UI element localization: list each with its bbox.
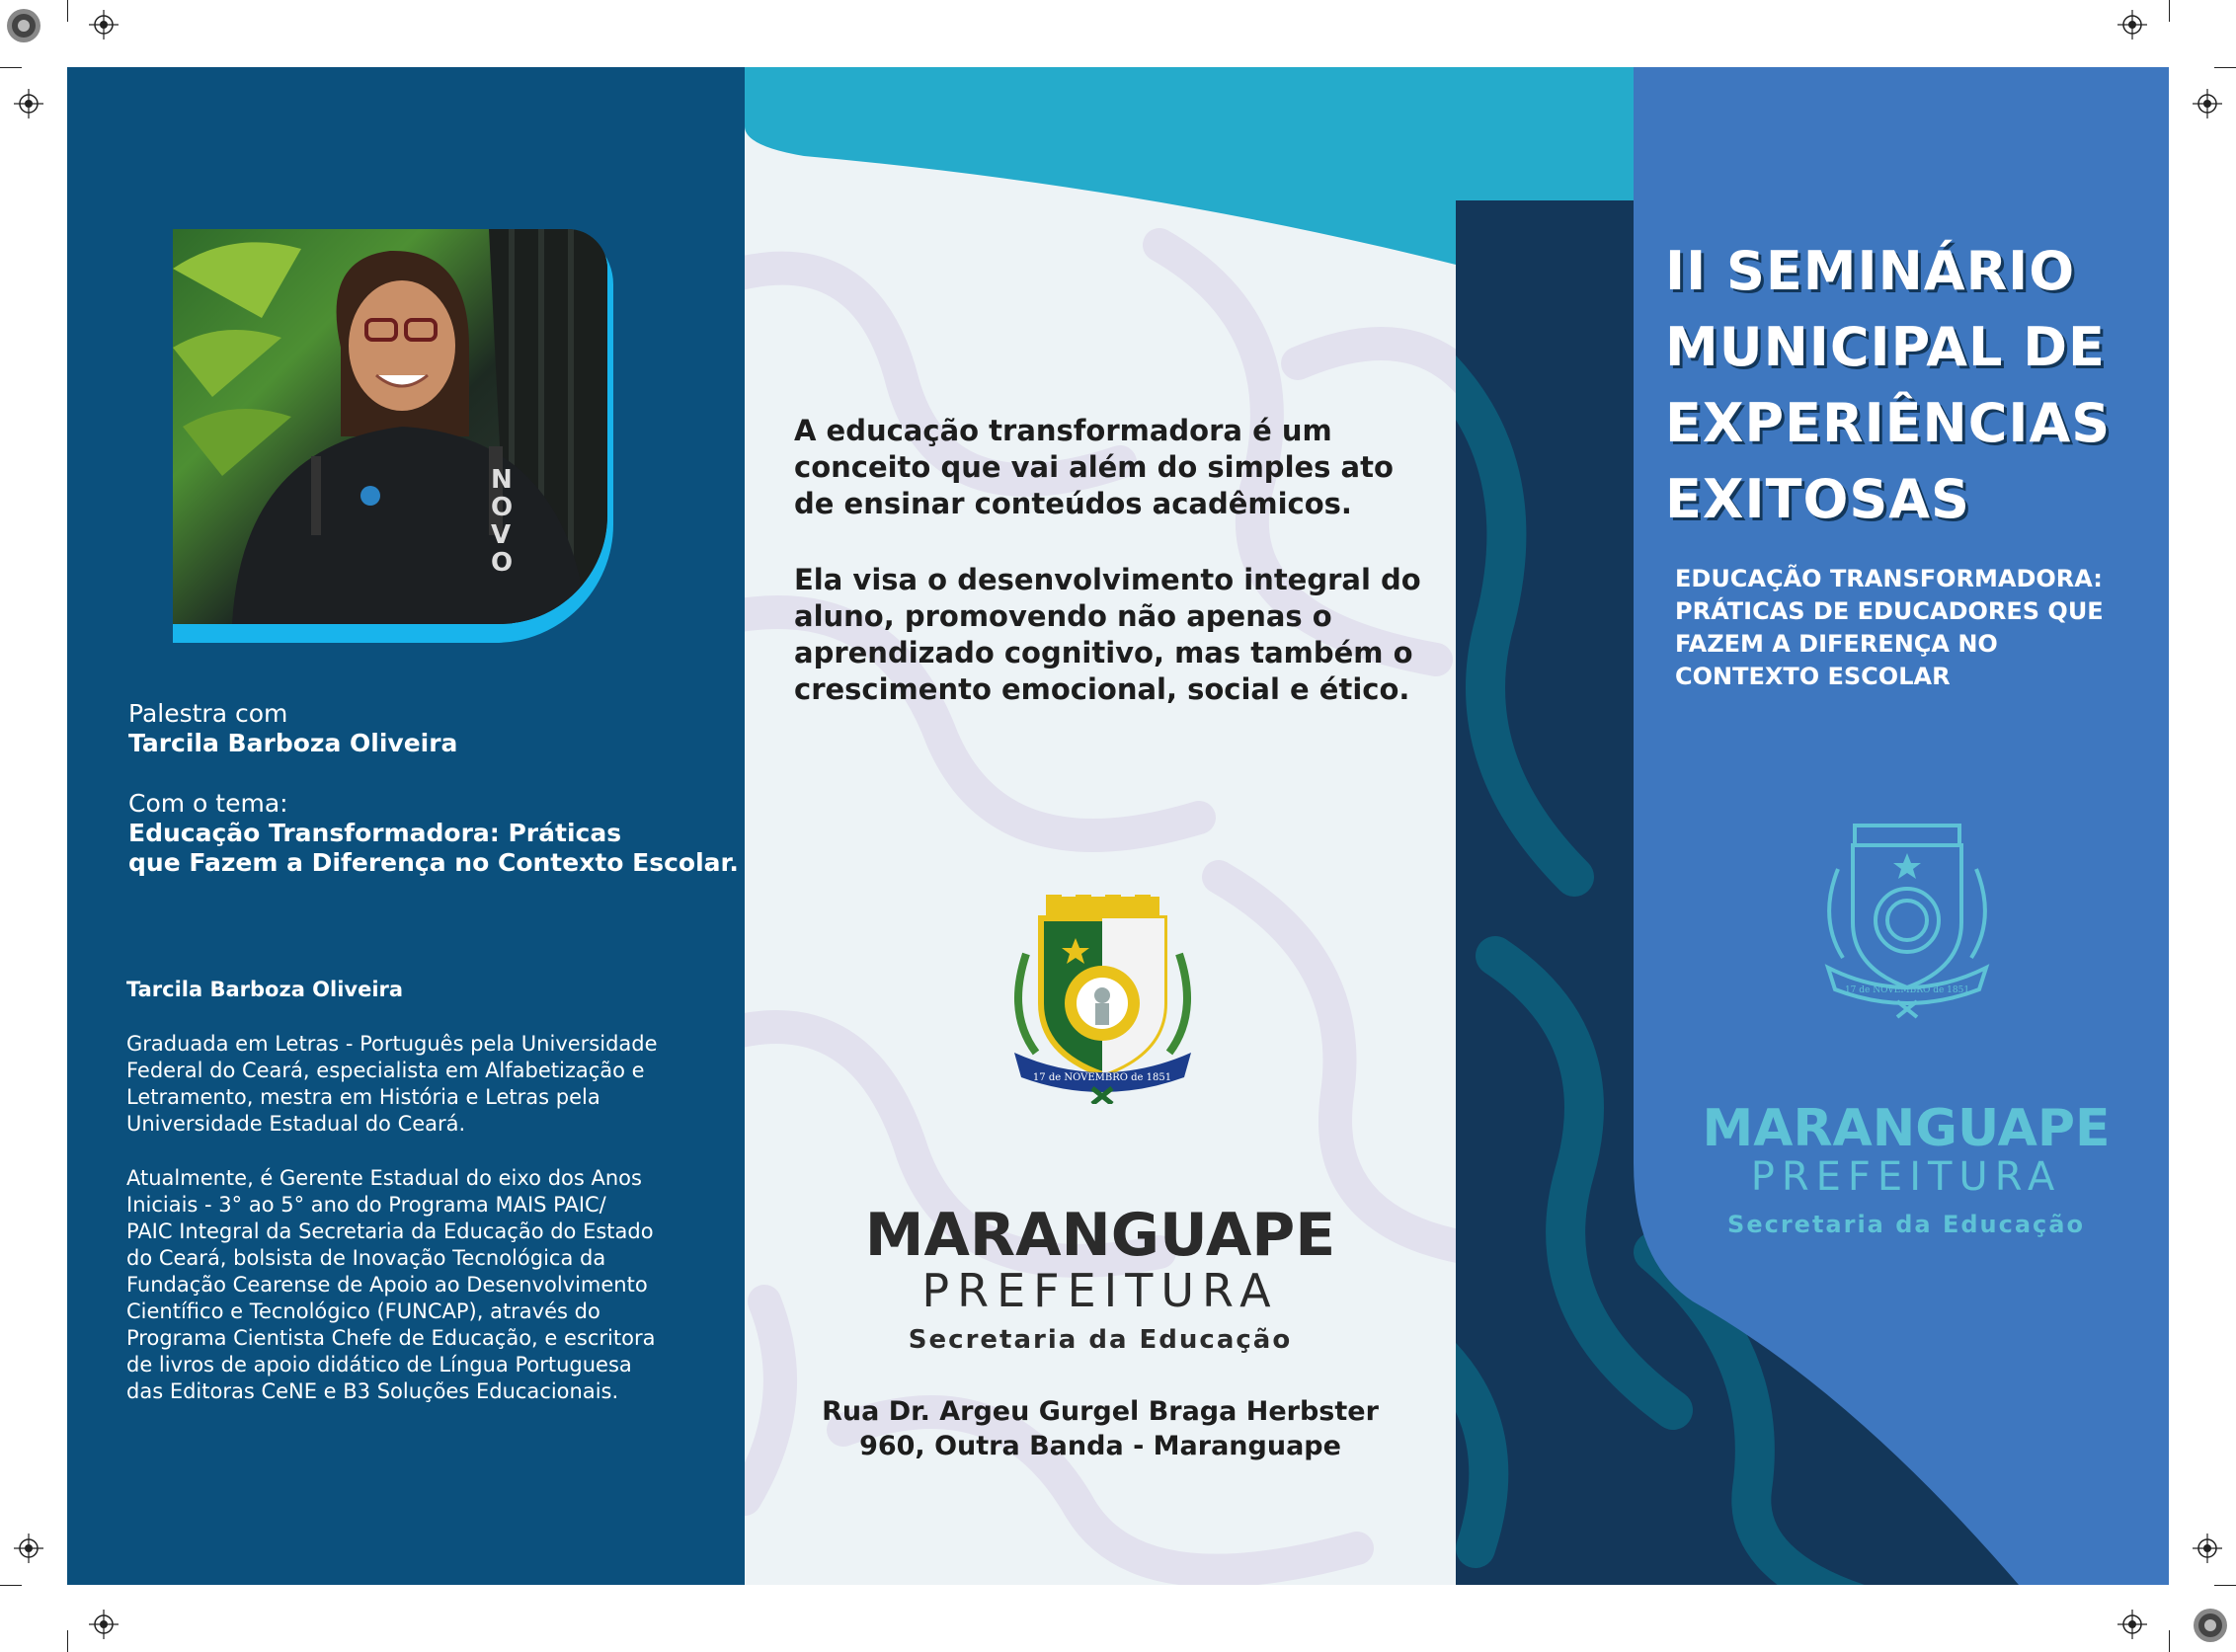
registration-mark-icon xyxy=(2193,89,2222,118)
bio-line: do Ceará, bolsista de Inovação Tecnológica da xyxy=(126,1246,606,1270)
bio-name: Tarcila Barboza Oliveira xyxy=(126,978,404,1001)
title-line: EXPERIÊNCIAS xyxy=(1665,392,2112,454)
bio-line: das Editoras CeNE e B3 Soluções Educacionais. xyxy=(126,1379,619,1403)
intro-line: conceito que vai além do simples ato xyxy=(794,450,1394,484)
theme-line-1: Educação Transformadora: Práticas xyxy=(128,819,622,847)
speaker-name: Tarcila Barboza Oliveira xyxy=(128,729,458,757)
maranguape-crest-outline-icon xyxy=(1813,820,2001,1027)
bio-line: PAIC Integral da Secretaria da Educação do Estado xyxy=(126,1219,654,1243)
intro-line: A educação transformadora é um xyxy=(794,414,1332,447)
registration-mark-icon xyxy=(2193,1534,2222,1563)
shirt-print: NO VO xyxy=(491,465,514,578)
subtitle-line: EDUCAÇÃO TRANSFORMADORA: xyxy=(1675,565,2103,592)
mission-line: Ela visa o desenvolvimento integral do xyxy=(794,563,1421,596)
speaker-portrait-image xyxy=(173,229,607,624)
title-line: MUNICIPAL DE xyxy=(1665,316,2106,378)
bio-line: Fundação Cearense de Apoio ao Desenvolvimento xyxy=(126,1273,648,1297)
bio-line: Programa Cientista Chefe de Educação, e escritora xyxy=(126,1326,656,1350)
cover-panel xyxy=(1456,67,2169,1585)
bio-line: Universidade Estadual do Ceará. xyxy=(126,1112,466,1136)
registration-mark-icon xyxy=(14,1534,43,1563)
logo-name: MARANGUAPE xyxy=(1702,1099,2111,1158)
seminar-title xyxy=(1665,233,2169,537)
crest-ribbon-text: 17 de NOVEMBRO de 1851 xyxy=(1032,1072,1172,1083)
color-bar-starburst-icon xyxy=(2193,1608,2228,1643)
crop-mark xyxy=(2169,0,2170,22)
registration-mark-icon xyxy=(89,10,119,39)
cyan-header-shape xyxy=(745,67,1456,294)
bio-line: Atualmente, é Gerente Estadual do eixo dos Anos xyxy=(126,1166,642,1190)
bio-line: Científico e Tecnológico (FUNCAP), através do xyxy=(126,1299,600,1323)
theme-line-2: que Fazem a Diferença no Contexto Escolar. xyxy=(128,848,739,877)
info-panel xyxy=(745,67,1456,1585)
bio-line: Graduada em Letras - Português pela Universidade xyxy=(126,1032,658,1056)
intro-line: de ensinar conteúdos acadêmicos. xyxy=(794,487,1352,520)
speaker-photo xyxy=(173,229,607,624)
mission-line: aprendizado cognitivo, mas também o xyxy=(794,636,1413,669)
subtitle-line: CONTEXTO ESCOLAR xyxy=(1675,663,1951,690)
registration-mark-icon xyxy=(14,89,43,118)
logo-name: MARANGUAPE xyxy=(864,1201,1336,1270)
speaker-panel xyxy=(67,67,745,1585)
color-bar-starburst-icon xyxy=(6,8,41,43)
bio-paragraph-1 xyxy=(126,1031,658,1138)
intro-paragraph xyxy=(794,413,1426,522)
crop-mark xyxy=(2214,1585,2236,1586)
crop-mark xyxy=(67,1630,68,1652)
bio-paragraph-2 xyxy=(126,1165,655,1405)
mission-paragraph xyxy=(794,562,1426,708)
logo-sub: PREFEITURA xyxy=(921,1264,1279,1317)
bio-line: Federal do Ceará, especialista em Alfabetização e xyxy=(126,1059,645,1082)
crop-mark xyxy=(0,67,22,68)
registration-mark-icon xyxy=(2117,10,2147,39)
lecture-label: Palestra com xyxy=(128,699,288,728)
logo-dept: Secretaria da Educação xyxy=(908,1325,1293,1355)
title-line: EXITOSAS xyxy=(1665,468,1970,530)
seminar-subtitle xyxy=(1675,563,2169,693)
wave-pattern-background xyxy=(745,67,1456,1585)
registration-mark-icon xyxy=(2117,1610,2147,1639)
theme-label: Com o tema: xyxy=(128,789,288,818)
subtitle-line: FAZEM A DIFERENÇA NO xyxy=(1675,630,1998,658)
crop-mark xyxy=(67,0,68,22)
address-line-2: 960, Outra Banda - Maranguape xyxy=(859,1431,1341,1461)
logo-sub: PREFEITURA xyxy=(1750,1154,2062,1200)
subtitle-line: PRÁTICAS DE EDUCADORES QUE xyxy=(1675,597,2104,625)
mission-line: aluno, promovendo não apenas o xyxy=(794,599,1332,633)
title-line: II SEMINÁRIO xyxy=(1665,240,2076,302)
maranguape-crest-icon xyxy=(997,895,1209,1104)
crest-ribbon-text: 17 de NOVEMBRO de 1851 xyxy=(1844,985,1970,995)
logo-dept: Secretaria da Educação xyxy=(1727,1211,2085,1238)
bio-line: Iniciais - 3° ao 5° ano do Programa MAIS PAIC/ xyxy=(126,1193,606,1217)
crop-mark xyxy=(2169,1630,2170,1652)
bio-line: Letramento, mestra em História e Letras pela xyxy=(126,1085,600,1109)
address-line-1: Rua Dr. Argeu Gurgel Braga Herbster xyxy=(822,1396,1379,1427)
registration-mark-icon xyxy=(89,1610,119,1639)
mission-line: crescimento emocional, social e ético. xyxy=(794,672,1410,706)
crop-mark xyxy=(0,1585,22,1586)
bio-line: de livros de apoio didático de Língua Portuguesa xyxy=(126,1353,632,1377)
crop-mark xyxy=(2214,67,2236,68)
